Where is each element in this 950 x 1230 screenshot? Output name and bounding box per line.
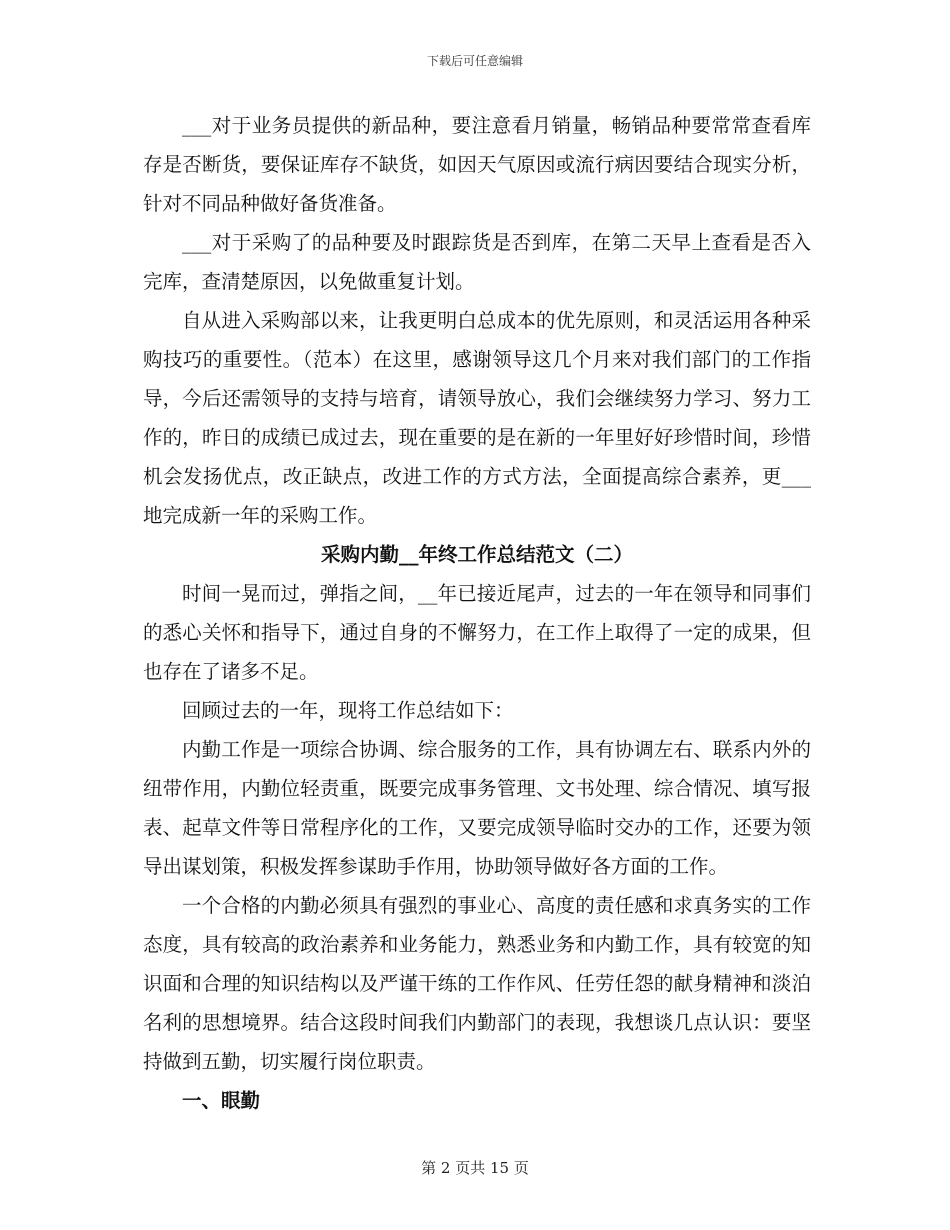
paragraph-2: ___对于采购了的品种要及时跟踪货是否到库，在第二天早上查看是否入完库，查清楚原因，以免做重复计划。 (143, 231, 811, 293)
section-title: 采购内勤__年终工作总结范文（二） (320, 543, 633, 566)
paragraph-3: 自从进入采购部以来，让我更明白总成本的优先原则，和灵活运用各种采购技巧的重要性。（范本）在这里，感谢领导这几个月来对我们部门的工作指导，今后还需领导的支持与培育，请领导放心，我们会继续努力学习、努力工作的，昨日的成绩已成过去，现在重要的是在新的一年里好好珍惜时间，珍惜机会发扬优点，改正缺点，改进工作的方式方法，全面提高综合素养，更___地完成新一年的采购工作。 (143, 309, 811, 527)
paragraph-6: 内勤工作是一项综合协调、综合服务的工作，具有协调左右、联系内外的纽带作用，内勤位轻责重，既要完成事务管理、文书处理、综合情况、填写报表、起草文件等日常程序化的工作，又要完成领导临时交办的工作，还要为领导出谋划策，积极发挥参谋助手作用，协助领导做好各方面的工作。 (143, 738, 811, 878)
paragraph-7: 一个合格的内勤必须具有强烈的事业心、高度的责任感和求真务实的工作态度，具有较高的政治素养和业务能力，熟悉业务和内勤工作，具有较宽的知识面和合理的知识结构以及严谨干练的工作作风、任劳任怨的献身精神和淡泊名利的思想境界。结合这段时间我们内勤部门的表现，我想谈几点认识：要坚持做到五勤，切实履行岗位职责。 (143, 894, 811, 1073)
paragraph-4: 时间一晃而过，弹指之间，__年已接近尾声，过去的一年在领导和同事们的悉心关怀和指导下，通过自身的不懈努力，在工作上取得了一定的成果，但也存在了诸多不足。 (143, 582, 811, 683)
page-header: 下载后可任意编辑 (426, 54, 523, 68)
subheading-eye-diligence: 一、眼勤 (182, 1089, 261, 1112)
page-footer: 第 2 页共 15 页 (421, 1159, 529, 1177)
paragraph-1: ___对于业务员提供的新品种，要注意看月销量，畅销品种要常常查看库存是否断货，要保证库存不缺货，如因天气原因或流行病因要结合现实分析，针对不同品种做好备货准备。 (143, 114, 811, 215)
document-body (143, 106, 811, 1120)
paragraph-5: 回顾过去的一年，现将工作总结如下： (182, 699, 514, 722)
